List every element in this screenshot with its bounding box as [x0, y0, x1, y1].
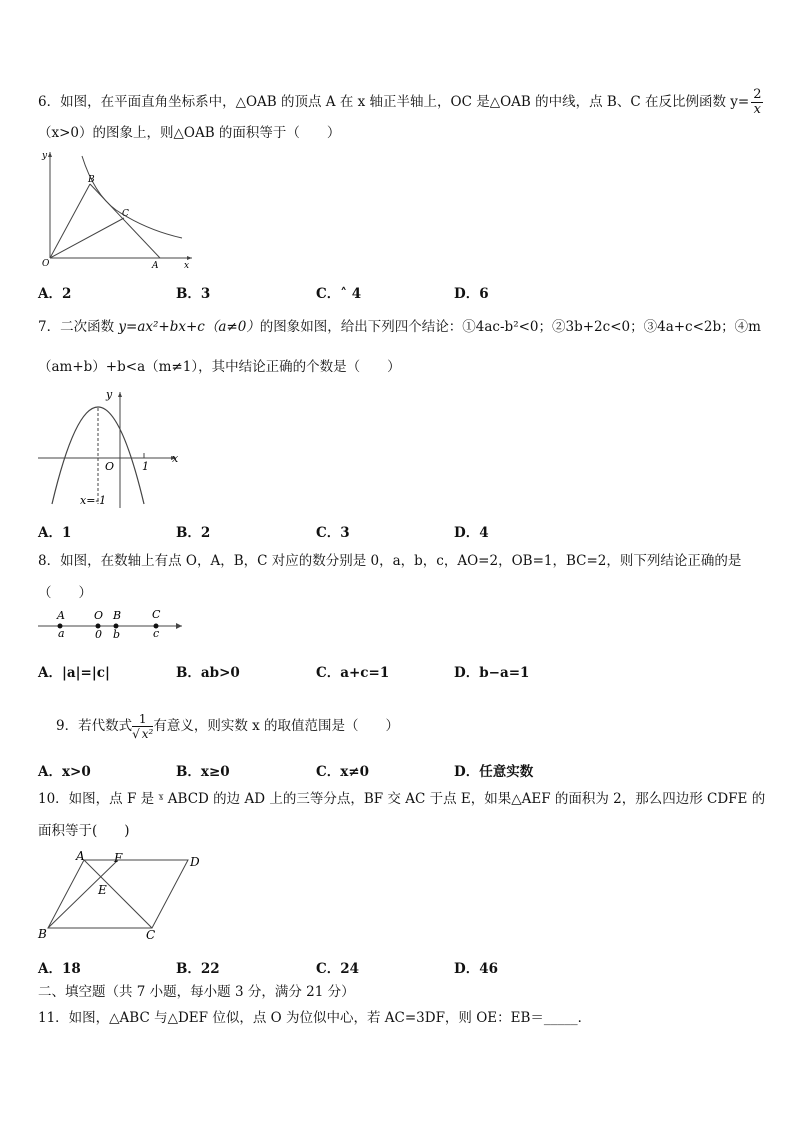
- q8-label-b: b: [113, 628, 121, 641]
- section-2-heading: 二、填空题（共 7 小题，每小题 3 分，满分 21 分）: [38, 984, 355, 1000]
- q9-frac-num: 1: [132, 712, 153, 727]
- q7-one-label: 1: [142, 460, 149, 473]
- q7-text1-pre: 7．二次函数: [38, 319, 119, 335]
- q10-label-A: A: [76, 849, 85, 863]
- q6-b-label: B: [88, 175, 95, 185]
- q10-line1: 10．如图，点 F 是 ˠ ABCD 的边 AD 上的三等分点，BF 交 AC 于点 E，如果△AEF 的面积为 2，那么四边形 CDFE 的: [38, 791, 766, 807]
- q7-axis-label: x=-1: [80, 494, 107, 507]
- q10-line2: 面积等于( ): [38, 823, 130, 839]
- q9-option-a[interactable]: A．x>0: [38, 764, 91, 780]
- q7-option-d[interactable]: D．4: [454, 525, 489, 541]
- q10-label-B: B: [38, 927, 47, 941]
- q9-fraction: $\frac{1}{\text{√ x²}}$: [132, 712, 154, 741]
- q10-label-C: C: [146, 928, 156, 942]
- q6-option-c[interactable]: C．˄ 4: [316, 286, 362, 302]
- q8-option-a[interactable]: A．|a|=|c|: [38, 665, 110, 681]
- q7-line1: [38, 318, 761, 336]
- q9-frac-den: x²: [141, 727, 154, 741]
- q8-label-c: c: [153, 627, 160, 640]
- q8-line1: 8．如图，在数轴上有点 O，A，B，C 对应的数分别是 0，a，b，c，AO=2，OB=1，BC=2，则下列结论正确的是: [38, 553, 742, 569]
- q8-option-d[interactable]: D．b−a=1: [454, 665, 530, 681]
- q6-frac-den: x: [753, 102, 762, 117]
- q10-option-c[interactable]: C．24: [316, 961, 360, 977]
- q10-figure: [36, 848, 208, 942]
- q6-c-label: C: [122, 209, 129, 219]
- q9-option-c[interactable]: C．x≠0: [316, 764, 369, 780]
- q6-line1: [38, 88, 763, 117]
- q6-line2: （x>0）的图象上，则△OAB 的面积等于（ ）: [38, 125, 341, 141]
- q6-figure: [36, 148, 196, 270]
- q8-number-line: [36, 606, 186, 642]
- q6-o-label: O: [42, 259, 50, 269]
- q6-x-label: x: [184, 261, 190, 270]
- q8-label-C: C: [152, 608, 161, 621]
- q9-line: [56, 712, 399, 741]
- q10-label-F: F: [114, 851, 123, 865]
- q6-option-b[interactable]: B．3: [176, 286, 211, 302]
- q9-text-post: 有意义，则实数 x 的取值范围是（ ）: [153, 718, 400, 734]
- q7-line2: （am+b）+b<a（m≠1），其中结论正确的个数是（ ）: [38, 359, 401, 375]
- q6-a-label: A: [152, 261, 159, 270]
- q7-option-c[interactable]: C．3: [316, 525, 350, 541]
- q6-option-d[interactable]: D．6: [454, 286, 489, 302]
- q8-line2: （ ）: [38, 585, 92, 601]
- q10-option-d[interactable]: D．46: [454, 961, 498, 977]
- q6-frac-num: 2: [753, 87, 762, 102]
- q9-option-b[interactable]: B．x≥0: [176, 764, 230, 780]
- q8-option-b[interactable]: B．ab>0: [176, 665, 240, 681]
- q8-label-0: 0: [95, 628, 102, 641]
- q6-y-label: y: [42, 151, 48, 161]
- q8-label-a: a: [58, 627, 65, 640]
- q6-option-a[interactable]: A．2: [38, 286, 72, 302]
- q7-x-label: x: [172, 452, 179, 465]
- q7-text1-post: 的图象如图，给出下列四个结论：①4ac-b²<0；②3b+2c<0；③4a+c<2b；④m: [259, 319, 761, 335]
- q10-option-a[interactable]: A．18: [38, 961, 81, 977]
- q6-fraction: [751, 88, 763, 117]
- q6-text1: 6．如图，在平面直角坐标系中，△OAB 的顶点 A 在 x 轴正半轴上，OC 是△OAB 的中线，点 B、C 在反比例函数 y=: [38, 94, 750, 110]
- q7-function: y=ax²+bx+c（a≠0）: [118, 319, 260, 335]
- q8-label-O: O: [94, 609, 104, 622]
- q8-option-c[interactable]: C．a+c=1: [316, 665, 390, 681]
- q10-option-b[interactable]: B．22: [176, 961, 220, 977]
- q11-line: 11．如图，△ABC 与△DEF 位似，点 O 为位似中心，若 AC=3DF，则 OE：EB＝_____．: [38, 1010, 592, 1026]
- q7-option-a[interactable]: A．1: [38, 525, 72, 541]
- q10-label-E: E: [98, 883, 107, 897]
- q10-label-D: D: [190, 855, 200, 869]
- q8-label-B: B: [113, 609, 122, 622]
- q7-option-b[interactable]: B．2: [176, 525, 211, 541]
- q8-label-A: A: [57, 609, 65, 622]
- q7-y-label: y: [106, 388, 113, 401]
- q9-option-d[interactable]: D．任意实数: [454, 764, 534, 780]
- q7-figure: [36, 386, 186, 510]
- q7-o-label: O: [105, 460, 115, 473]
- q9-text-pre: 9．若代数式: [56, 718, 133, 734]
